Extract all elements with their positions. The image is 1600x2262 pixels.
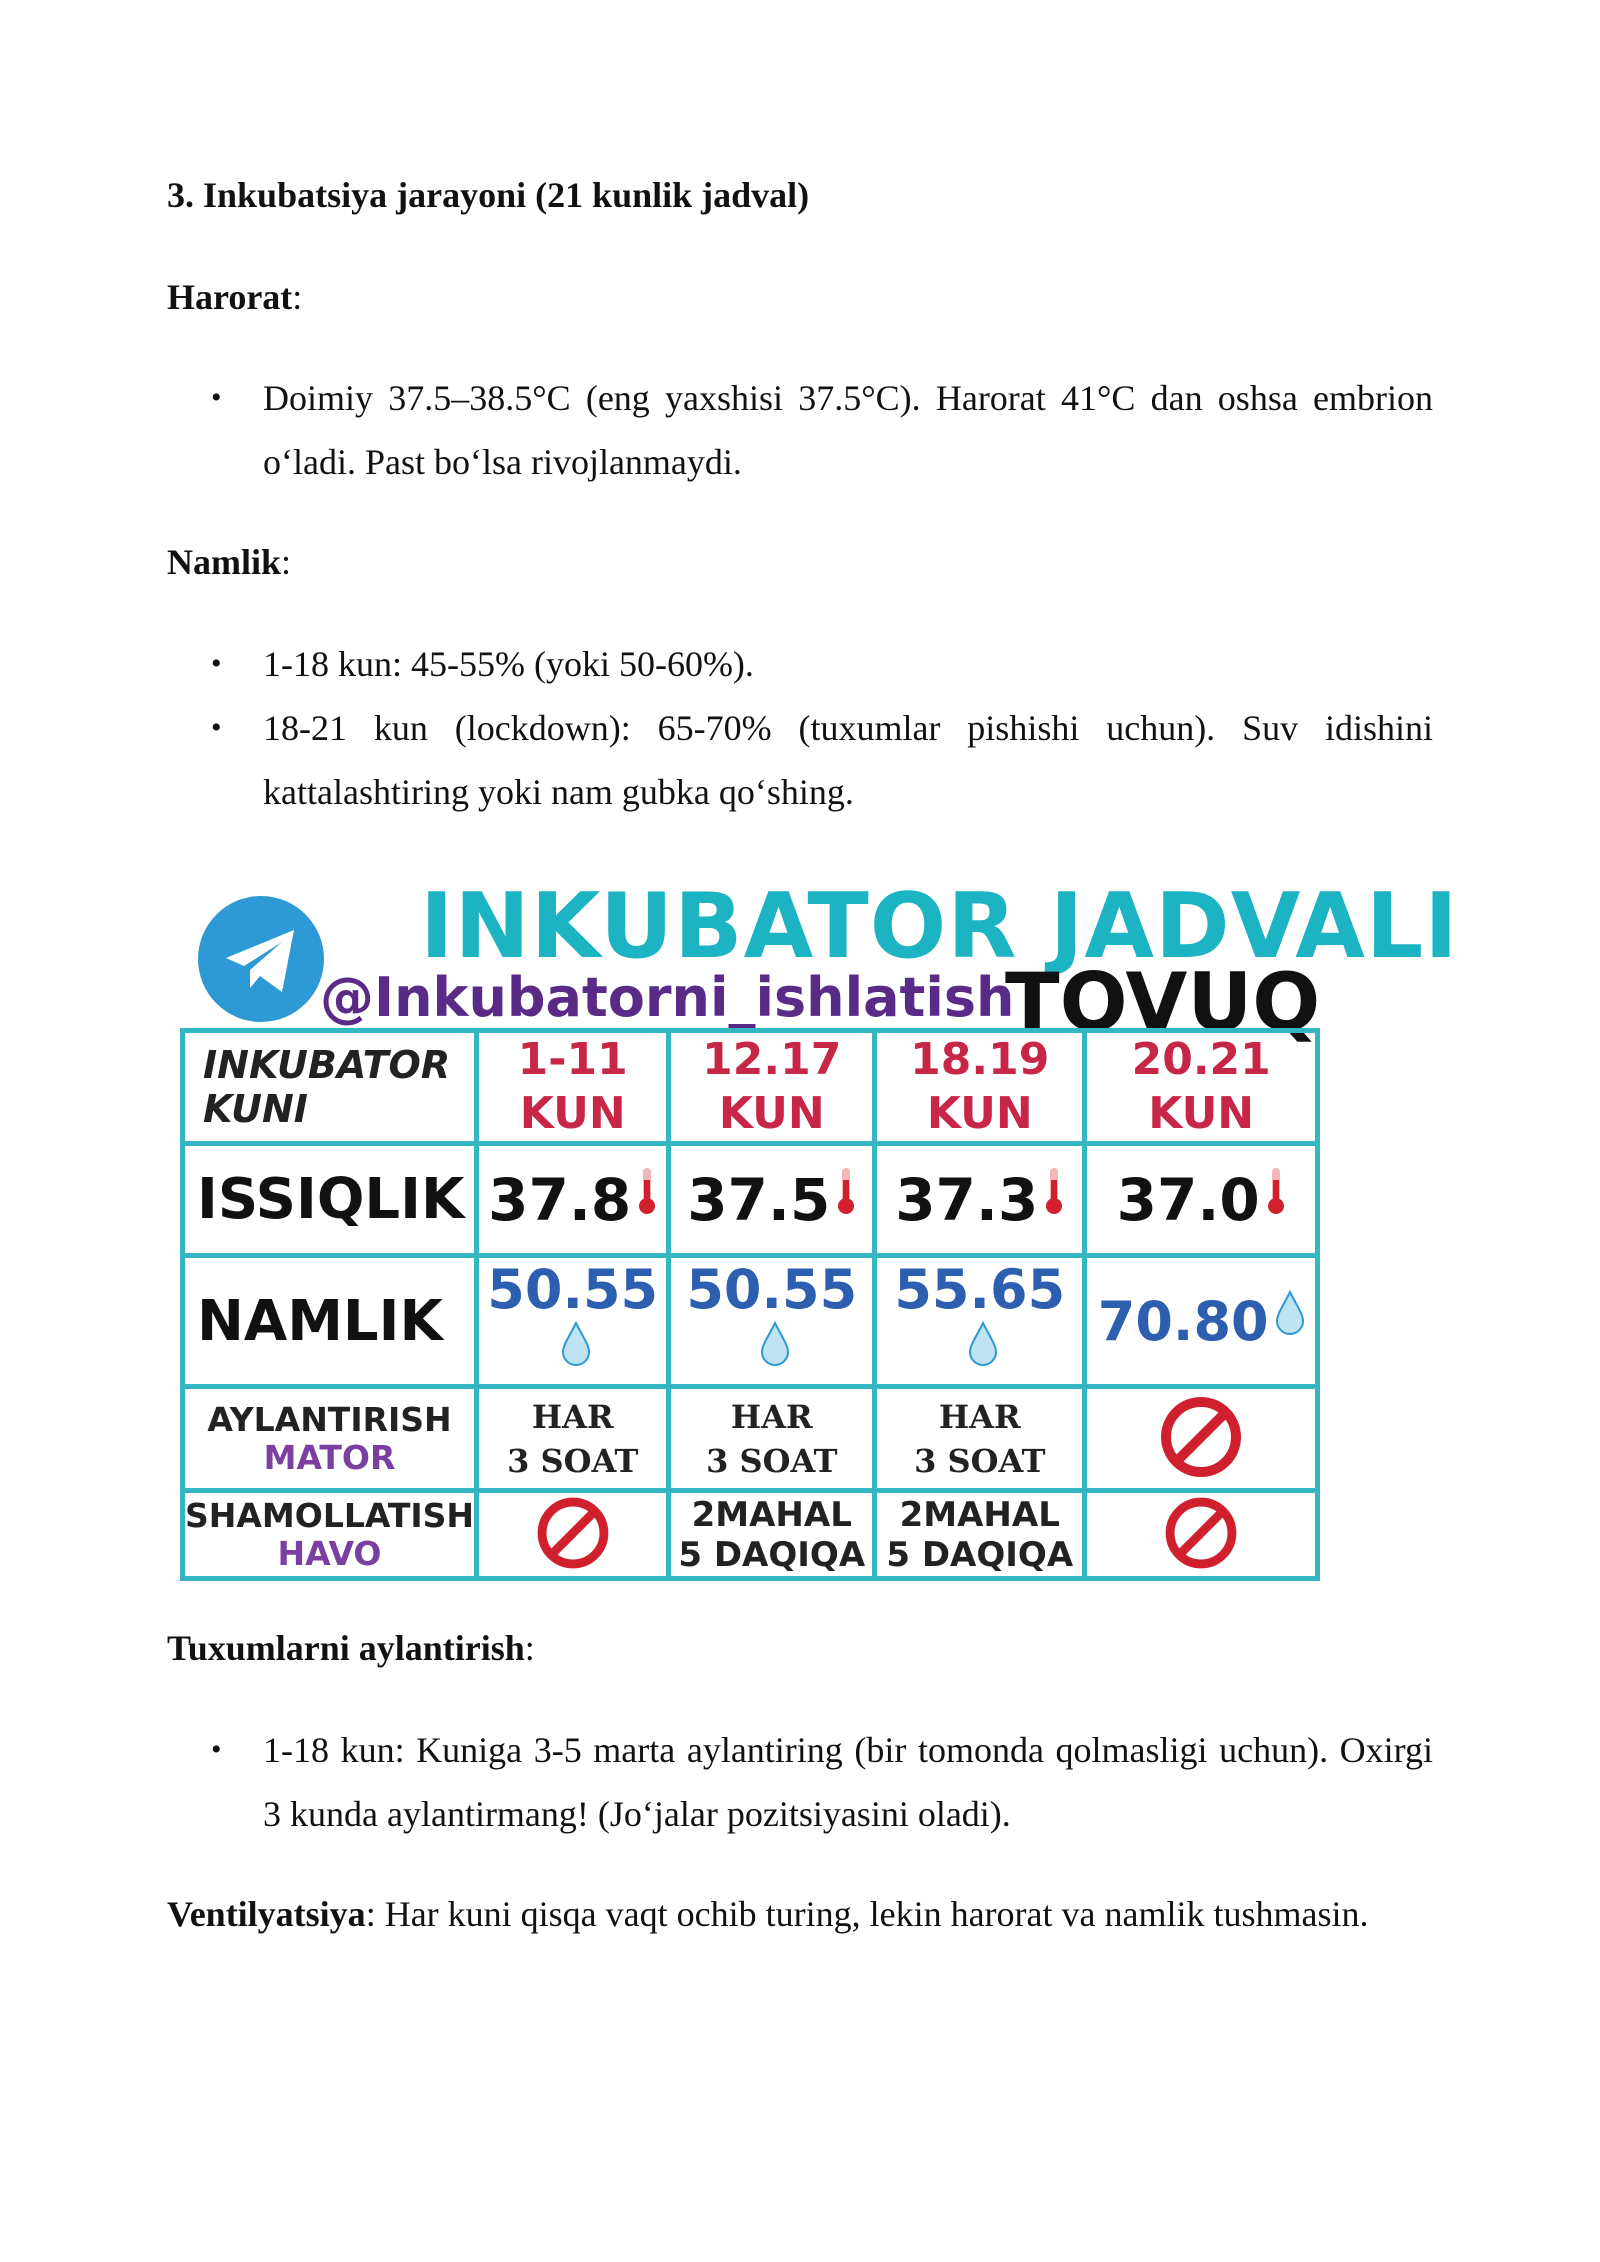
water-drop-icon (561, 1321, 591, 1367)
table-row (183, 1031, 1318, 1144)
no-sign-icon (535, 1495, 611, 1571)
day-range-cell: 12.17 KUN (669, 1031, 875, 1144)
incubator-infographic (170, 866, 1459, 1575)
ventilation-cell: 2MAHAL 5 DAQIQA (669, 1491, 875, 1579)
list-item: • 18-21 kun (lockdown): 65-70% (tuxumlar pishishi uchun). Suv idishini kattalashtiring yoki nam gubka qo‘shing. (211, 708, 1433, 812)
table-row (183, 1491, 1318, 1579)
turning-cell (1085, 1387, 1318, 1491)
header-label: INKUBATOR KUNI (183, 1031, 477, 1144)
water-drop-icon (968, 1321, 998, 1367)
turning-cell: HAR 3 SOAT (669, 1387, 875, 1491)
temperature-cell: 37.8 (477, 1144, 669, 1256)
table-row (183, 1256, 1318, 1387)
harorat-list (167, 366, 1433, 494)
shamollatish-label: SHAMOLLATISH HAVO (183, 1491, 477, 1579)
namlik-heading: Namlik: (167, 542, 292, 582)
infographic-title: INKUBATOR JADVALI (420, 874, 1459, 979)
day-range-cell: 1-11 KUN (477, 1031, 669, 1144)
issiqlik-label: ISSIQLIK (183, 1144, 477, 1256)
humidity-cell: 50.55 (477, 1256, 669, 1387)
no-sign-icon (1163, 1495, 1239, 1571)
telegram-icon (198, 896, 324, 1022)
thermometer-icon (637, 1166, 657, 1216)
channel-handle: @Inkubatorni_ishlatish (320, 966, 1015, 1029)
tuxum-list (167, 1718, 1433, 1846)
temperature-cell: 37.0 (1085, 1144, 1318, 1256)
ventilyatsiya-paragraph: Ventilyatsiya: Har kuni qisqa vaqt ochib turing, lekin harorat va namlik tushmasin. (167, 1894, 1369, 1934)
humidity-cell: 50.55 (669, 1256, 875, 1387)
table-row (183, 1144, 1318, 1256)
list-item: • 1-18 kun: 45-55% (yoki 50-60%). (211, 644, 754, 684)
ventilation-cell (477, 1491, 669, 1579)
water-drop-icon (760, 1321, 790, 1367)
section-heading: 3. Inkubatsiya jarayoni (21 kunlik jadval) (167, 175, 810, 215)
temperature-cell: 37.5 (669, 1144, 875, 1256)
thermometer-icon (1266, 1166, 1286, 1216)
ventilation-cell: 2MAHAL 5 DAQIQA (875, 1491, 1085, 1579)
aylantirish-label: AYLANTIRISH MATOR (183, 1387, 477, 1491)
namlik-label: NAMLIK (183, 1256, 477, 1387)
ventilyatsiya-label: Ventilyatsiya (167, 1894, 366, 1934)
turning-cell: HAR 3 SOAT (875, 1387, 1085, 1491)
day-range-cell: 20.21 KUN (1085, 1031, 1318, 1144)
turning-cell: HAR 3 SOAT (477, 1387, 669, 1491)
namlik-list (167, 632, 1433, 824)
infographic-subtitle: TOVUQ (1005, 956, 1321, 1049)
ventilation-cell (1085, 1491, 1318, 1579)
water-drop-icon (1275, 1290, 1305, 1336)
harorat-label: Harorat (167, 277, 293, 317)
humidity-cell: 70.80 (1085, 1256, 1318, 1387)
temperature-cell: 37.3 (875, 1144, 1085, 1256)
thermometer-icon (1044, 1166, 1064, 1216)
table-row (183, 1387, 1318, 1491)
tuxum-heading: Tuxumlarni aylantirish: (167, 1628, 535, 1668)
day-range-cell: 18.19 KUN (875, 1031, 1085, 1144)
list-item: • Doimiy 37.5–38.5°C (eng yaxshisi 37.5°C). Harorat 41°C dan oshsa embrion o‘ladi. Past bo‘lsa rivojlanmaydi. (211, 378, 1433, 482)
incubator-table (180, 1028, 1320, 1581)
thermometer-icon (836, 1166, 856, 1216)
no-sign-icon (1158, 1394, 1244, 1480)
humidity-cell: 55.65 (875, 1256, 1085, 1387)
namlik-label: Namlik (167, 542, 282, 582)
list-item: • 1-18 kun: Kuniga 3-5 marta aylantiring (bir tomonda qolmasligi uchun). Oxirgi 3 kunda aylantirmang! (Jo‘jalar pozitsiyasini oladi). (211, 1730, 1433, 1834)
tuxum-label: Tuxumlarni aylantirish (167, 1628, 525, 1668)
harorat-heading: Harorat: (167, 277, 303, 317)
